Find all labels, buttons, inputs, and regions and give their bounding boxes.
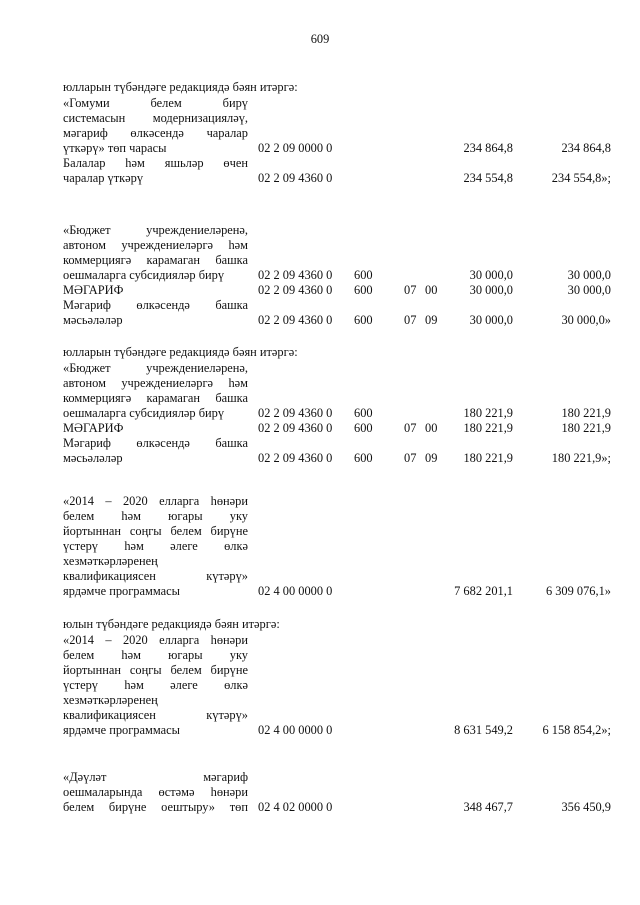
classification-code: 02 2 09 4360 0 — [258, 268, 333, 282]
amount-year-1: 348 467,7 — [463, 800, 513, 814]
item-name-line: мәгариф өлкәсендә чаралар — [63, 126, 248, 140]
amount-year-1: 180 221,9 — [463, 451, 513, 465]
item-name-line: «2014 – 2020 елларга һөнәри — [63, 494, 248, 508]
item-name — [63, 156, 248, 186]
budget-table-block — [63, 361, 640, 466]
section-instruction: юлларын түбәндәге редакциядә бәян итәргә: — [63, 80, 298, 94]
page-number: 609 — [310, 32, 330, 46]
section-code: 07 — [404, 313, 417, 327]
item-name-line: МӘГАРИФ — [63, 421, 124, 435]
classification-code: 02 2 09 4360 0 — [258, 421, 333, 435]
classification-code: 02 4 00 0000 0 — [258, 723, 333, 737]
item-name-line: Мәгариф өлкәсендә башка — [63, 298, 248, 312]
classification-code: 02 2 09 0000 0 — [258, 141, 333, 155]
amount-year-1: 30 000,0 — [469, 283, 513, 297]
amount-year-2: 30 000,0 — [567, 268, 611, 282]
classification-code: 02 4 02 0000 0 — [258, 800, 333, 814]
item-name — [63, 96, 248, 156]
item-name-line: оешмаларында өстәмә һөнәри — [63, 785, 248, 799]
item-name-line: ярдәмче программасы — [63, 723, 180, 737]
item-name-line: белем бирүне оештыру» төп — [63, 800, 248, 814]
amount-year-1: 234 864,8 — [463, 141, 513, 155]
item-name-line: белем һәм югары уку — [63, 509, 248, 523]
item-name — [63, 361, 248, 421]
item-name-line: коммерциягә карамаган башка — [63, 253, 248, 267]
amount-year-1: 30 000,0 — [469, 268, 513, 282]
subsection-code: 00 — [425, 283, 438, 297]
table-row — [63, 223, 640, 283]
amount-year-2: 180 221,9 — [561, 406, 611, 420]
expense-type: 600 — [354, 421, 373, 435]
item-name — [63, 223, 248, 283]
expense-type: 600 — [354, 451, 373, 465]
amount-year-2: 180 221,9 — [561, 421, 611, 435]
amount-year-1: 7 682 201,1 — [454, 584, 513, 598]
section-instruction: юлларын түбәндәге редакциядә бәян итәргә: — [63, 345, 298, 359]
item-name-line: «Дәүләт мәгариф — [63, 770, 248, 784]
item-name-line: квалификациясен күтәрү» — [63, 569, 248, 583]
classification-code: 02 2 09 4360 0 — [258, 451, 333, 465]
item-name-line: квалификациясен күтәрү» — [63, 708, 248, 722]
expense-type: 600 — [354, 268, 373, 282]
item-name — [63, 298, 248, 328]
amount-year-1: 8 631 549,2 — [454, 723, 513, 737]
section-code: 07 — [404, 283, 417, 297]
budget-table-block — [63, 770, 640, 815]
item-name-line: чаралар үткәрү — [63, 171, 144, 185]
item-name-line: «Гомуми белем бирү — [63, 96, 248, 110]
item-name-line: «Бюджет учреждениеләренә, — [63, 361, 248, 375]
amount-year-1: 180 221,9 — [463, 406, 513, 420]
item-name-line: хезмәткәрләренең — [63, 554, 158, 568]
table-row — [63, 361, 640, 421]
item-name-line: коммерциягә карамаган башка — [63, 391, 248, 405]
item-name-line: йортыннан соңгы белем бирүне — [63, 663, 248, 677]
item-name-line: Мәгариф өлкәсендә башка — [63, 436, 248, 450]
item-name-line: ярдәмче программасы — [63, 584, 180, 598]
item-name-line: «2014 – 2020 елларга һөнәри — [63, 633, 248, 647]
item-name-line: МӘГАРИФ — [63, 283, 124, 297]
amount-year-2: 356 450,9 — [561, 800, 611, 814]
item-name-line: хезмәткәрләренең — [63, 693, 158, 707]
expense-type: 600 — [354, 283, 373, 297]
amount-year-1: 30 000,0 — [469, 313, 513, 327]
table-row — [63, 156, 640, 186]
item-name-line: Балалар һәм яшьләр өчен — [63, 156, 248, 170]
budget-table-block — [63, 633, 640, 738]
table-row — [63, 633, 640, 738]
amount-year-2: 30 000,0» — [561, 313, 611, 327]
amount-year-1: 234 554,8 — [463, 171, 513, 185]
subsection-code: 09 — [425, 451, 438, 465]
item-name-line: оешмаларга субсидияләр бирү — [63, 268, 225, 282]
amount-year-2: 180 221,9»; — [551, 451, 611, 465]
item-name-line: автоном учреждениеләргә һәм — [63, 376, 248, 390]
item-name-line: үткәрү» төп чарасы — [63, 141, 167, 155]
amount-year-2: 30 000,0 — [567, 283, 611, 297]
item-name-line: системасын модернизацияләү, — [63, 111, 248, 125]
section-code: 07 — [404, 421, 417, 435]
amount-year-2: 234 554,8»; — [551, 171, 611, 185]
item-name — [63, 421, 248, 436]
item-name-line: «Бюджет учреждениеләренә, — [63, 223, 248, 237]
table-row — [63, 494, 640, 599]
table-row — [63, 770, 640, 815]
table-row — [63, 283, 640, 298]
item-name-line: автоном учреждениеләргә һәм — [63, 238, 248, 252]
amount-year-2: 6 158 854,2»; — [542, 723, 611, 737]
item-name-line: йортыннан соңгы белем бирүне — [63, 524, 248, 538]
amount-year-2: 234 864,8 — [561, 141, 611, 155]
amount-year-2: 6 309 076,1» — [545, 584, 611, 598]
item-name-line: мәсьәләләр — [63, 451, 123, 465]
table-row — [63, 421, 640, 436]
classification-code: 02 2 09 4360 0 — [258, 171, 333, 185]
section-instruction: юлын түбәндәге редакциядә бәян итәргә: — [63, 617, 280, 631]
section-code: 07 — [404, 451, 417, 465]
budget-table-block — [63, 223, 640, 328]
budget-table-block — [63, 96, 640, 186]
item-name — [63, 494, 248, 599]
table-row — [63, 298, 640, 328]
subsection-code: 00 — [425, 421, 438, 435]
table-row — [63, 96, 640, 156]
item-name-line: үстерү һәм әлеге өлкә — [63, 678, 248, 692]
item-name-line: белем һәм югары уку — [63, 648, 248, 662]
expense-type: 600 — [354, 313, 373, 327]
classification-code: 02 2 09 4360 0 — [258, 313, 333, 327]
table-row — [63, 436, 640, 466]
item-name — [63, 436, 248, 466]
expense-type: 600 — [354, 406, 373, 420]
item-name-line: мәсьәләләр — [63, 313, 123, 327]
item-name-line: оешмаларга субсидияләр бирү — [63, 406, 225, 420]
subsection-code: 09 — [425, 313, 438, 327]
classification-code: 02 2 09 4360 0 — [258, 283, 333, 297]
item-name — [63, 770, 248, 815]
item-name — [63, 633, 248, 738]
classification-code: 02 2 09 4360 0 — [258, 406, 333, 420]
item-name — [63, 283, 248, 298]
item-name-line: үстерү һәм әлеге өлкә — [63, 539, 248, 553]
amount-year-1: 180 221,9 — [463, 421, 513, 435]
classification-code: 02 4 00 0000 0 — [258, 584, 333, 598]
budget-table-block — [63, 494, 640, 599]
